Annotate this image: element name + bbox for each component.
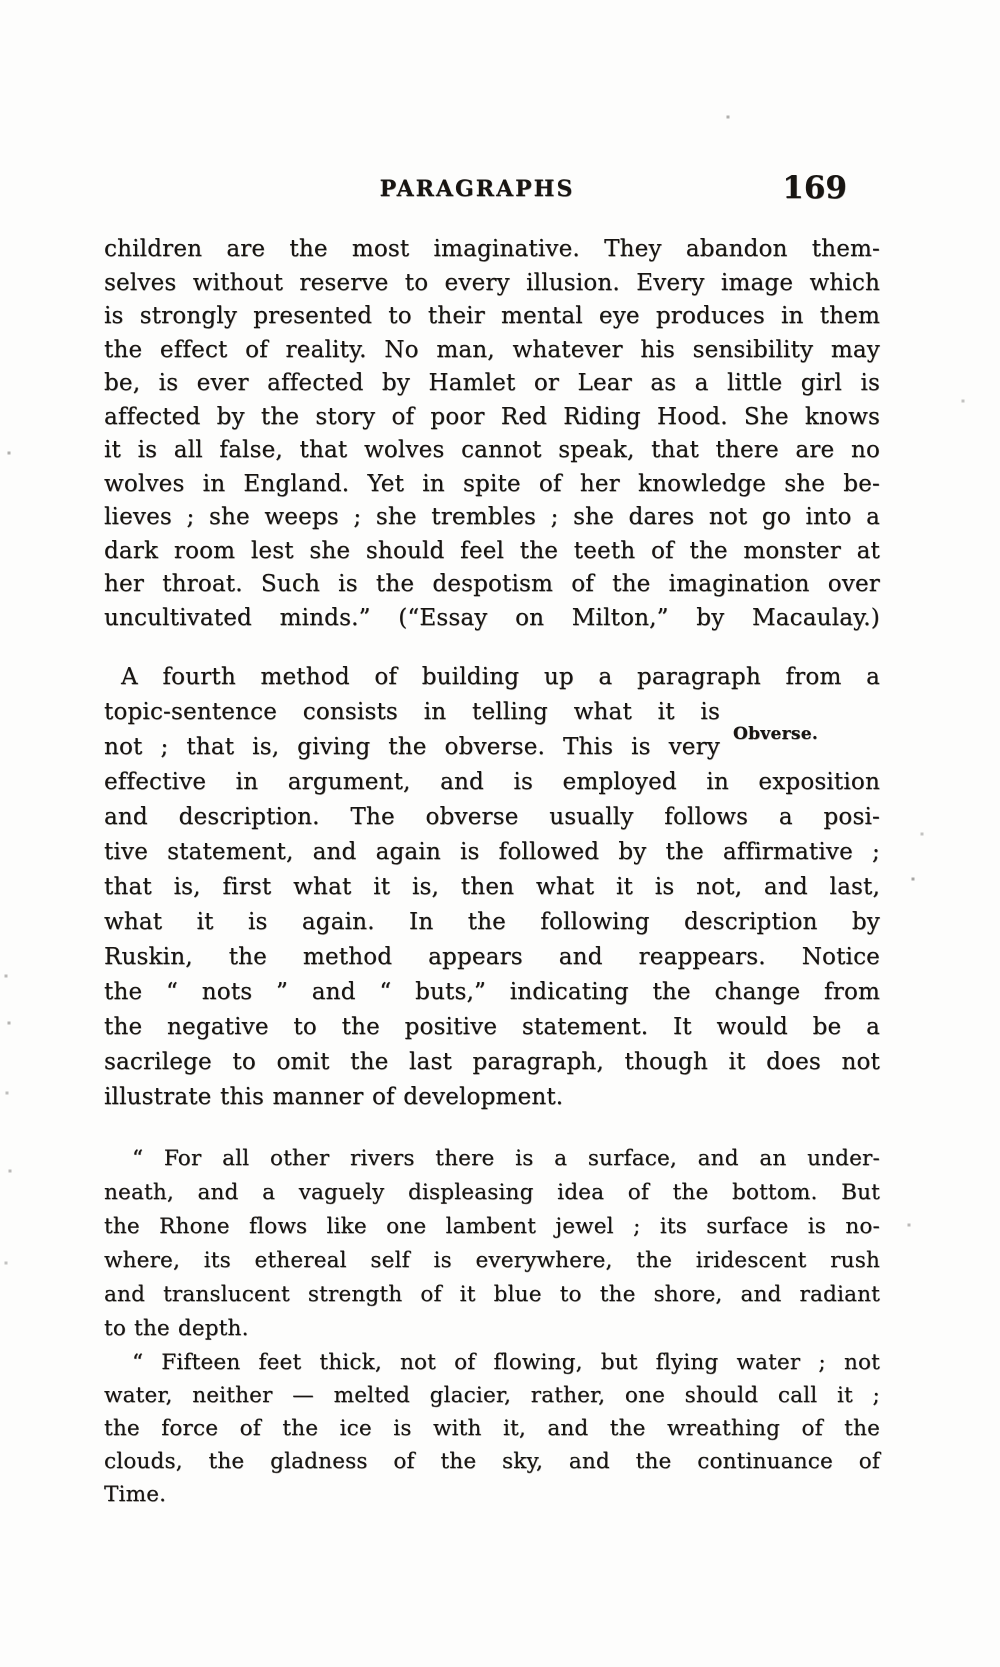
text-line: is strongly presented to their mental eye produces in them — [104, 303, 880, 329]
page-title: PARAGRAPHS — [379, 176, 575, 202]
text-line: “ Fifteen feet thick, not of flowing, but flying water ; not — [132, 1350, 880, 1375]
text-line: wolves in England. Yet in spite of her knowledge she be- — [104, 470, 880, 497]
page-number: 169 — [782, 170, 847, 206]
text-line: the force of the ice is with it, and the wreathing of the — [104, 1416, 880, 1441]
page-content — [104, 0, 880, 1511]
text-line: Ruskin, the method appears and reappears. Notice — [104, 944, 880, 970]
text-line: dark room lest she should feel the teeth of the monster at — [104, 537, 880, 564]
paragraph-macaulay-extract — [104, 233, 880, 635]
text-line: A fourth method of building up a paragraph from a — [121, 664, 880, 690]
margin-note-obverse: Obverse. — [733, 724, 819, 744]
text-line: what it is again. In the following description by — [104, 909, 880, 935]
text-line: affected by the story of poor Red Riding Hood. She knows — [104, 403, 880, 430]
text-line: the “ nots ” and “ buts,” indicating the change from — [104, 979, 880, 1005]
text-line: lieves ; she weeps ; she trembles ; she dares not go into a — [104, 504, 880, 530]
text-line: her throat. Such is the despotism of the imagination over — [104, 571, 880, 597]
text-line: it is all false, that wolves cannot speak, that there are no — [104, 437, 880, 463]
text-line: “ For all other rivers there is a surface, and an under- — [132, 1146, 880, 1171]
text-line: topic-sentence consists in telling what it is — [104, 699, 720, 725]
text-line: and description. The obverse usually follows a posi- — [104, 804, 880, 830]
text-line: uncultivated minds.” (“Essay on Milton,” by Macaulay.) — [104, 604, 880, 631]
text-line: clouds, the gladness of the sky, and the continuance of — [104, 1449, 880, 1474]
text-line: the effect of reality. No man, whatever his sensibility may — [104, 336, 880, 363]
text-line: effective in argument, and is employed in exposition — [104, 769, 880, 795]
paragraph-obverse-method — [104, 660, 880, 1115]
text-line: be, is ever affected by Hamlet or Lear as a little girl is — [104, 370, 880, 396]
running-header — [104, 170, 880, 206]
text-line: selves without reserve to every illusion. Every image which — [104, 269, 880, 296]
text-line: neath, and a vaguely displeasing idea of the bottom. But — [104, 1180, 880, 1205]
text-line: illustrate this manner of development. — [104, 1084, 564, 1110]
text-line: not ; that is, giving the obverse. This is very — [104, 734, 720, 760]
text-line: the negative to the positive statement. It would be a — [104, 1014, 880, 1040]
text-line: Time. — [104, 1482, 167, 1507]
text-line: sacrilege to omit the last paragraph, though it does not — [104, 1049, 880, 1075]
paragraph-ruskin-quote-fifteen-feet — [104, 1346, 880, 1511]
text-line: and translucent strength of it blue to the shore, and radiant — [104, 1282, 880, 1307]
text-line: that is, first what it is, then what it is not, and last, — [104, 874, 880, 900]
paragraph-ruskin-quote-rhone — [104, 1142, 880, 1346]
text-line: the Rhone flows like one lambent jewel ; its surface is no- — [104, 1214, 880, 1239]
text-line: water, neither — melted glacier, rather, one should call it ; — [104, 1383, 880, 1408]
scan-noise — [0, 0, 2, 2]
text-line: tive statement, and again is followed by the affirmative ; — [104, 839, 880, 865]
text-line: children are the most imaginative. They abandon them- — [104, 236, 880, 262]
text-line: to the depth. — [104, 1316, 249, 1341]
text-line: where, its ethereal self is everywhere, the iridescent rush — [104, 1248, 880, 1273]
